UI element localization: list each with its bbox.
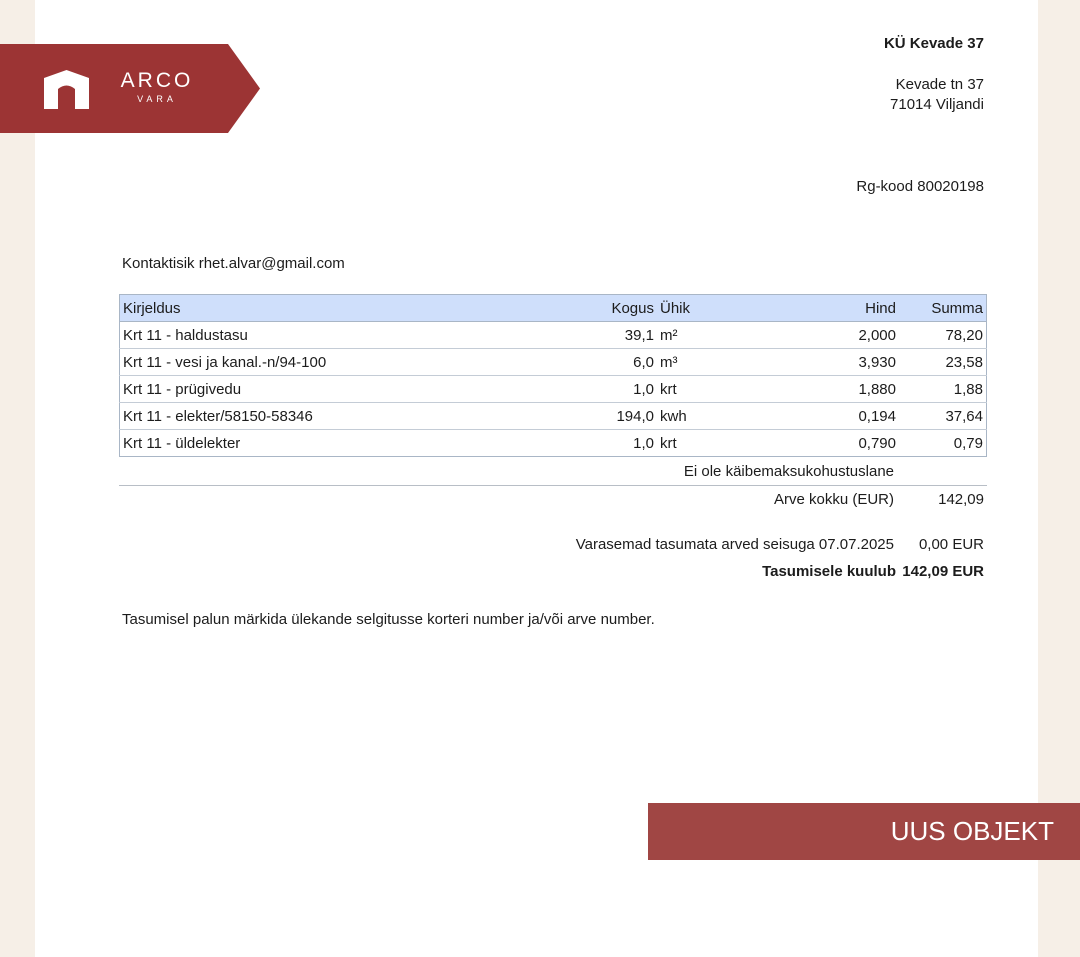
row-unit: krt bbox=[660, 434, 677, 452]
logo-brand-sub: VARA bbox=[137, 94, 177, 104]
row-quantity: 1,0 bbox=[633, 434, 654, 452]
vat-note: Ei ole käibemaksukohustuslane bbox=[683, 463, 894, 480]
row-description: Krt 11 - prügivedu bbox=[120, 376, 557, 403]
table-header-row bbox=[120, 295, 987, 322]
invoice-items-table bbox=[119, 294, 987, 457]
total-label: Arve kokku (EUR) bbox=[773, 491, 894, 508]
row-unit: m² bbox=[657, 322, 743, 349]
row-quantity: 39,1 bbox=[556, 322, 657, 349]
table-row bbox=[120, 349, 987, 376]
contact-person: Kontaktisik rhet.alvar@gmail.com bbox=[122, 255, 345, 272]
row-description: Krt 11 - elekter/58150-58346 bbox=[120, 403, 557, 430]
amount-due-label: Tasumisele kuulub bbox=[762, 563, 896, 580]
logo-wordmark bbox=[112, 70, 202, 106]
total-value: 142,09 bbox=[938, 491, 984, 508]
row-sum: 23,58 bbox=[899, 349, 987, 376]
table-row bbox=[120, 430, 987, 457]
row-sum: 1,88 bbox=[899, 376, 987, 403]
column-header-sum: Summa bbox=[899, 295, 987, 322]
table-row bbox=[120, 322, 987, 349]
column-header-price: Hind bbox=[743, 295, 899, 322]
row-sum: 37,64 bbox=[899, 403, 987, 430]
row-description: Krt 11 - üldelekter bbox=[123, 434, 241, 452]
amount-due-value: 142,09 EUR bbox=[902, 563, 984, 580]
column-header-unit: Ühik bbox=[657, 295, 743, 322]
row-price: 3,930 bbox=[743, 349, 899, 376]
logo-brand-name: ARCO bbox=[120, 69, 194, 92]
row-sum: 78,20 bbox=[899, 322, 987, 349]
table-row bbox=[120, 376, 987, 403]
address-line-1: Kevade tn 37 bbox=[895, 76, 984, 93]
row-price: 2,000 bbox=[743, 322, 899, 349]
row-price: 0,790 bbox=[858, 434, 896, 452]
totals-divider bbox=[119, 485, 987, 486]
house-logo-icon bbox=[44, 70, 89, 109]
address-line-2: 71014 Viljandi bbox=[890, 96, 984, 113]
row-unit: krt bbox=[657, 376, 743, 403]
row-sum: 0,79 bbox=[953, 434, 983, 452]
row-price: 0,194 bbox=[743, 403, 899, 430]
reg-code: Rg-kood 80020198 bbox=[856, 178, 984, 195]
row-description: Krt 11 - vesi ja kanal.-n/94-100 bbox=[120, 349, 557, 376]
row-quantity: 194,0 bbox=[556, 403, 657, 430]
new-object-banner[interactable]: UUS OBJEKT bbox=[648, 803, 1080, 860]
table-row bbox=[120, 403, 987, 430]
row-description: Krt 11 - haldustasu bbox=[120, 322, 557, 349]
row-unit: m³ bbox=[657, 349, 743, 376]
column-header-description: Kirjeldus bbox=[120, 295, 557, 322]
row-quantity: 6,0 bbox=[556, 349, 657, 376]
previous-unpaid-label: Varasemad tasumata arved seisuga 07.07.2025 bbox=[575, 536, 894, 553]
row-unit: kwh bbox=[657, 403, 743, 430]
company-name: KÜ Kevade 37 bbox=[883, 35, 984, 52]
payment-note: Tasumisel palun märkida ülekande selgitusse korteri number ja/või arve number. bbox=[122, 611, 655, 628]
row-price: 1,880 bbox=[743, 376, 899, 403]
column-header-quantity: Kogus bbox=[556, 295, 657, 322]
row-quantity: 1,0 bbox=[556, 376, 657, 403]
previous-unpaid-value: 0,00 EUR bbox=[918, 536, 984, 553]
